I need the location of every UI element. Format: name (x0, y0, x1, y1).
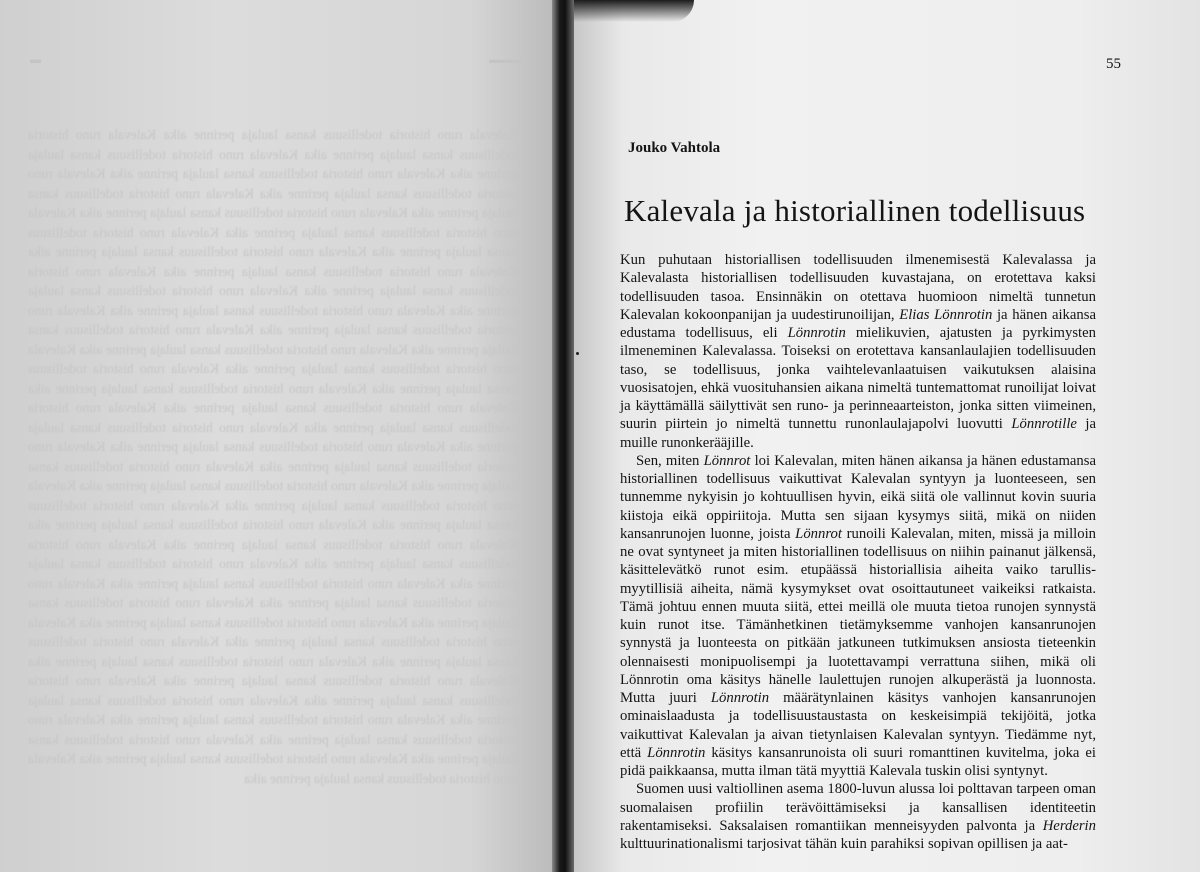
left-page (0, 0, 552, 872)
italic-name: Lönnrot (795, 525, 842, 542)
bleed-mark: ▬▬▬ (489, 54, 522, 66)
text-run: Suomen uusi valtiollinen asema 1800-luvun alussa loi polttavan tarpeen oman suomalaisen profiilin terävöittämiseksi ja kansallisen identiteetin rakentamiseksi. Saksalaisen romantiikan menneisyyden palvonta ja (620, 781, 1096, 834)
text-run: mielikuvien, ajatusten ja pyrkimysten ilmeneminen Kalevalassa. Toiseksi on erotettava kansanlaulajien todellisuuden taso, se todellisuus, jonka vaihtelevanlaatuisen vaikutuksen alaisina vuosisatojen, ehkä vuosituhansien aikana nimeltä tuntemattomat runoilijat loivat ja käyttämällä säilyttivät sen runo- ja perinneaarteiston, jonka sitten viimeinen, suurin piirtein jo nimeltä tunnettu runonlaulajapolvi luovutti (620, 325, 1096, 433)
paragraph (620, 251, 1096, 452)
italic-name: Lönnrotin (787, 325, 846, 341)
italic-name: Herderin (1042, 817, 1096, 834)
left-page-bleedthrough-text: Kalevala runo historia todellisuus kansa laulaja perinne aika Kalevala runo historia todellisuus kansa laulaja perinne aika Kalevala runo historia todellisuus kansa laulaja perinne aika Kalevala runo historia todellisuus kansa laulaja perinne aika Kalevala runo historia todellisuus kansa laulaja perinne aika Kalevala runo historia todellisuus kansa laulaja perinne aika Kalevala runo historia todellisuus kansa laulaja perinne aika Kalevala runo historia todellisuus kansa laulaja perinne aika Kalevala runo historia todellisuus kansa laulaja perinne aika Kalevala runo historia todellisuus kansa laulaja perinne aika Kalevala runo historia todellisuus kansa laulaja perinne aika Kalevala runo historia todellisuus kansa laulaja perinne aika Kalevala runo historia todellisuus kansa laulaja perinne aika Kalevala runo historia todellisuus kansa laulaja perinne aika Kalevala runo historia todellisuus kansa laulaja perinne aika Kalevala runo historia todellisuus kansa laulaja perinne aika Kalevala runo historia todellisuus kansa laulaja perinne aika Kalevala runo historia todellisuus kansa laulaja perinne aika Kalevala runo historia todellisuus kansa laulaja perinne aika Kalevala runo historia todellisuus kansa laulaja perinne aika Kalevala runo historia todellisuus kansa laulaja perinne aika Kalevala runo historia todellisuus kansa laulaja perinne aika Kalevala runo historia todellisuus kansa laulaja perinne aika Kalevala runo historia todellisuus kansa laulaja perinne aika Kalevala runo historia todellisuus kansa laulaja perinne aika Kalevala runo historia todellisuus kansa laulaja perinne aika Kalevala runo historia todellisuus kansa laulaja perinne aika Kalevala runo historia todellisuus kansa laulaja perinne aika Kalevala runo historia todellisuus kansa laulaja perinne aika Kalevala runo historia todellisuus kansa laulaja perinne aika Kalevala runo historia todellisuus kansa laulaja perinne aika Kalevala runo historia todellisuus kansa laulaja perinne aika Kalevala runo historia todellisuus kansa laulaja perinne aika Kalevala runo historia todellisuus kansa laulaja perinne aika Kalevala runo historia todellisuus kansa laulaja perinne aika Kalevala runo historia todellisuus kansa laulaja perinne aika Kalevala runo historia todellisuus kansa laulaja perinne aika Kalevala runo historia todellisuus kansa laulaja perinne aika Kalevala runo historia todellisuus kansa laulaja perinne aika Kalevala runo historia todellisuus kansa laulaja perinne aika Kalevala runo historia todellisuus kansa laulaja perinne aika Kalevala runo historia todellisuus kansa laulaja perinne aika Kalevala runo historia todellisuus kansa laulaja perinne aika Kalevala runo historia todellisuus kansa laulaja perinne aika Kalevala runo historia todellisuus kansa laulaja perinne aika Kalevala runo historia todellisuus kansa laulaja perinne aika Kalevala runo historia todellisuus kansa laulaja perinne aika Kalevala runo historia todellisuus kansa laulaja perinne aika (28, 127, 518, 786)
page-number: 55 (1106, 56, 1121, 72)
left-page-bleedthrough-header (30, 54, 522, 66)
text-run: Kun puhutaan historiallisen todellisuuden ilmenemisestä Kalevalassa ja Kalevalasta historiallisen todellisuuden kuvastajana, on erotettava kaksi todellisuuden tasoa. Ensinnäkin on otettava huomioon nimeltä tunnetun Kalevalan kokoonpanijan ja uudestirunoilijan, (620, 252, 1096, 323)
article-title: Kalevala ja historiallinen todellisuus (624, 193, 1086, 228)
speck (576, 352, 579, 355)
italic-name: Lönnrot (703, 452, 751, 469)
text-run: loi Kalevalan, miten hänen aikansa ja hänen edustamansa historiallinen todellisuus vaikuttivat Kalevalan syntyyn ja luonteeseen, sen tunnemme nykyisin jo kohtuullisen hyvin, eikä siitä ole vallinnut kovin suuria kiistoja eikä oppiriitoja. Mutta sen sijaan kysymys siitä, mikä on niiden kansanrunojen luonne, joista (620, 452, 1097, 542)
text-run: ja muille runonkerääjille. (620, 416, 1096, 451)
right-page (574, 0, 1200, 872)
italic-name: Elias Lönnrotin (899, 306, 993, 323)
text-run: kulttuurinationalismi tarjosivat tähän kuin parahiksi sopivan opillisen ja aat- (620, 836, 1068, 852)
paragraph (620, 452, 1096, 781)
text-run: käsitys kansanrunoista oli suuri romanttinen kuvitelma, joka ei pidä paikkaansa, mutta ilman tätä myyttiä Kalevala tuskin olisi syntynyt. (620, 744, 1096, 779)
text-run: ja hänen aikansa edustama todellisuus, eli (620, 306, 1096, 341)
page-curl-shadow (574, 0, 694, 22)
italic-name: Lönnrotin (647, 744, 706, 761)
italic-name: Lönnrotille (1011, 416, 1077, 433)
text-run: määrätynlainen käsitys vanhojen kansanrunojen ominaislaadusta ja todellisuustaustasta on keskeisimpiä tekijöitä, jotka vaikuttivat Kalevalan ja aivan tietynlaisen Kalevalan syntyyn. Tiedämme nyt, että (620, 690, 1096, 761)
author-name: Jouko Vahtola (628, 140, 721, 156)
text-run: runoili Kalevalan, miten, missä ja milloin ne ovat syntyneet ja miten historiallinen todellisuus on niihin painanut jälkensä, käsittelevätkö runot esim. etupäässä historiallisia aiheita vaiko tarullis-myytillisiä aiheita, nämä kysymykset ovat osoittautuneet vaikeiksi ratkaista. Tämä johtuu ennen muuta siitä, ettei meillä ole muuta tietoa runojen synnystä kuin runot itse. Tämänhetkinen tietämyksemme vanhojen kansanrunojen synnystä ja luonteesta on pitkään jatkuneen tutkimuksen ansiosta tieteenkin olennaisesti monipuolisempi ja luotettavampi verrattuna siihen, mikä oli Lönnrotin oma käsitys hänelle laulettujen runojen alkuperästä ja luonnosta. Mutta juuri (620, 525, 1096, 706)
text-run: Sen, miten (636, 452, 704, 469)
article-body (620, 251, 1096, 853)
bleed-mark: ▬ (30, 54, 41, 66)
italic-name: Lönnrotin (710, 690, 770, 706)
paragraph (620, 780, 1096, 853)
book-gutter (552, 0, 574, 872)
